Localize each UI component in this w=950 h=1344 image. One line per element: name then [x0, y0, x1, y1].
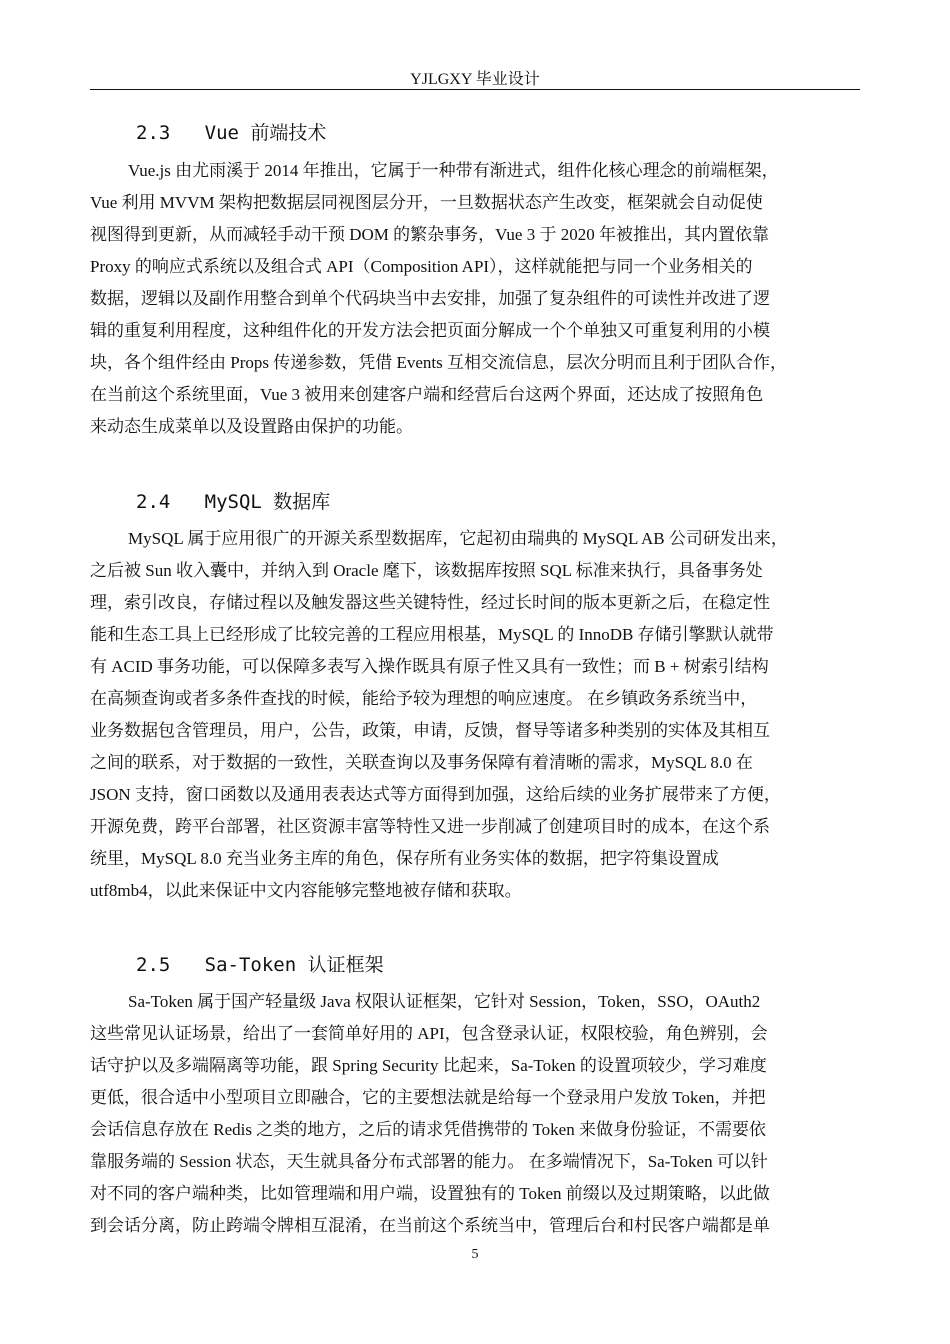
text-line: Proxy 的响应式系统以及组合式 API（Composition API），这样就能把与同一个业务相关的	[90, 257, 753, 276]
text-line: 块，各个组件经由 Props 传递参数，凭借 Events 互相交流信息，层次分明而且利于团队合作，	[90, 353, 787, 372]
page-number: 5	[471, 1247, 479, 1262]
section-heading-2-4: 2.4 MySQL 数据库	[136, 491, 331, 513]
running-header: YJLGXY 毕业设计	[410, 71, 540, 88]
text-line: 之间的联系，对于数据的一致性，关联查询以及事务保障有着清晰的需求，MySQL 8.0 在	[90, 753, 753, 772]
text-line: 会话信息存放在 Redis 之类的地方，之后的请求凭借携带的 Token 来做身份验证，不需要依	[90, 1120, 766, 1139]
text-line: 对不同的客户端种类，比如管理端和用户端，设置独有的 Token 前缀以及过期策略，以此做	[90, 1184, 770, 1203]
text-line: 业务数据包含管理员，用户，公告，政策，申请，反馈，督导等诸多种类别的实体及其相互	[90, 721, 770, 740]
text-line: Vue.js 由尤雨溪于 2014 年推出，它属于一种带有渐进式，组件化核心理念的前端框架，	[128, 161, 779, 180]
text-line: 能和生态工具上已经形成了比较完善的工程应用根基，MySQL 的 InnoDB 存储引擎默认就带	[90, 625, 774, 644]
text-line: 理，索引改良，存储过程以及触发器这些关键特性，经过长时间的版本更新之后，在稳定性	[90, 593, 770, 612]
text-line: 在高频查询或者多条件查找的时候，能给予较为理想的响应速度。 在乡镇政务系统当中，	[90, 689, 758, 708]
text-line: 在当前这个系统里面，Vue 3 被用来创建客户端和经营后台这两个界面，还达成了按照角色	[90, 385, 764, 404]
text-line: Vue 利用 MVVM 架构把数据层同视图层分开，一旦数据状态产生改变，框架就会自动促使	[90, 193, 763, 212]
text-line: 靠服务端的 Session 状态，天生就具备分布式部署的能力。 在多端情况下，Sa-Token 可以针	[90, 1152, 768, 1171]
section-heading-2-5: 2.5 Sa-Token 认证框架	[136, 954, 384, 976]
text-line: 之后被 Sun 收入囊中，并纳入到 Oracle 麾下，该数据库按照 SQL 标准来执行，具备事务处	[90, 561, 763, 580]
text-line: 视图得到更新，从而减轻手动干预 DOM 的繁杂事务，Vue 3 于 2020 年被推出，其内置依靠	[90, 225, 769, 244]
header-rule	[90, 89, 860, 90]
text-line: utf8mb4，以此来保证中文内容能够完整地被存储和获取。	[90, 881, 522, 900]
text-line: 话守护以及多端隔离等功能，跟 Spring Security 比起来，Sa-Token 的设置项较少，学习难度	[90, 1056, 767, 1075]
section-heading-2-3: 2.3 Vue 前端技术	[136, 122, 327, 144]
text-line: 数据，逻辑以及副作用整合到单个代码块当中去安排，加强了复杂组件的可读性并改进了逻	[90, 289, 770, 308]
text-line: 辑的重复利用程度，这种组件化的开发方法会把页面分解成一个个单独又可重复利用的小模	[90, 321, 770, 340]
text-line: JSON 支持，窗口函数以及通用表表达式等方面得到加强，这给后续的业务扩展带来了方便，	[90, 785, 781, 804]
text-line: 有 ACID 事务功能，可以保障多表写入操作既具有原子性又具有一致性；而 B + 树索引结构	[90, 657, 769, 676]
text-line: 这些常见认证场景，给出了一套简单好用的 API，包含登录认证，权限校验，角色辨别，会	[90, 1024, 768, 1043]
text-line: Sa-Token 属于国产轻量级 Java 权限认证框架，它针对 Session，Token，SSO，OAuth2	[128, 992, 761, 1011]
text-line: 到会话分离，防止跨端令牌相互混淆，在当前这个系统当中，管理后台和村民客户端都是单	[90, 1216, 770, 1235]
text-line: 来动态生成菜单以及设置路由保护的功能。	[90, 417, 413, 436]
text-line: MySQL 属于应用很广的开源关系型数据库，它起初由瑞典的 MySQL AB 公司研发出来，	[128, 529, 788, 548]
text-line: 开源免费，跨平台部署，社区资源丰富等特性又进一步削减了创建项目时的成本，在这个系	[90, 817, 770, 836]
text-line: 更低，很合适中小型项目立即融合，它的主要想法就是给每一个登录用户发放 Token，并把	[90, 1088, 766, 1107]
text-line: 统里，MySQL 8.0 充当业务主库的角色，保存所有业务实体的数据，把字符集设置成	[90, 849, 719, 868]
